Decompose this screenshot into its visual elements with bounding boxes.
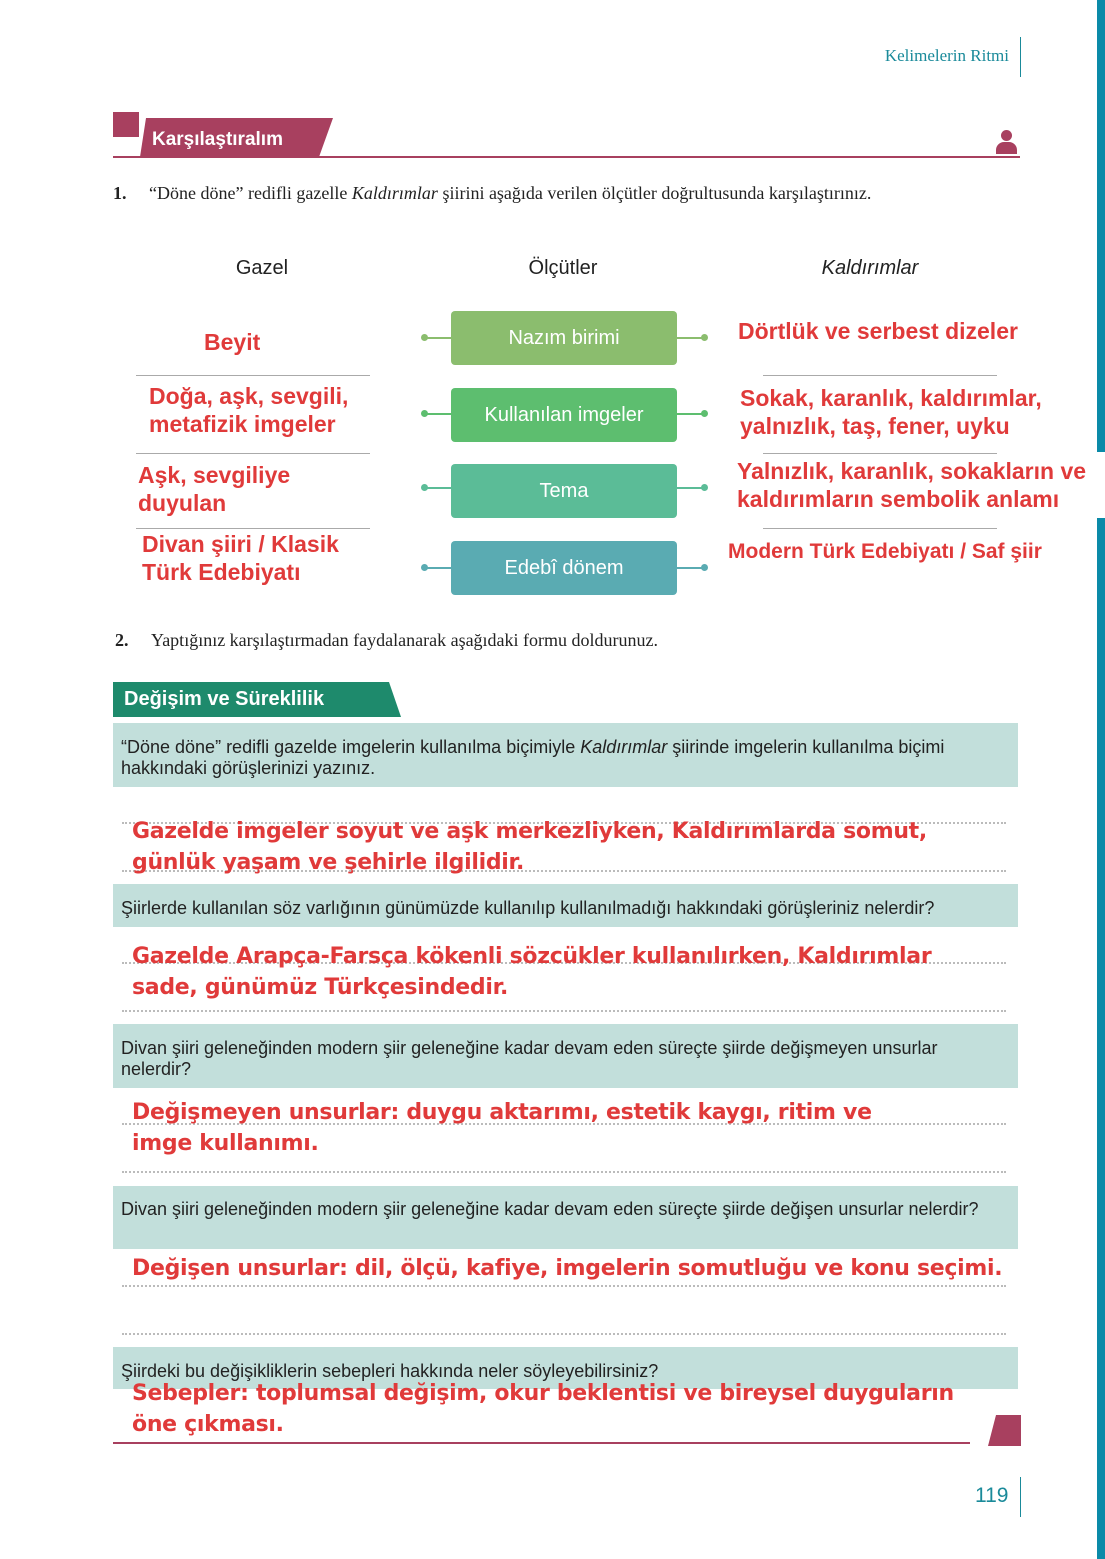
form-answer: Değişen unsurlar: dil, ölçü, kafiye, imgelerin somutluğu ve konu seçimi. <box>132 1256 1003 1281</box>
column-header-gazel: Gazel <box>235 257 289 279</box>
question-text: şiirini aşağıda verilen ölçütler doğrultusunda karşılaştırınız. <box>437 183 872 203</box>
section-rule <box>113 1442 970 1444</box>
connector-dot <box>701 334 708 341</box>
connector-dot <box>421 484 428 491</box>
gazel-answer: Divan şiiri / Klasik Türk Edebiyatı <box>142 531 339 585</box>
question-text: “Döne döne” redifli gazelde imgelerin kullanılma biçimiyle <box>121 737 581 757</box>
form-answer: Gazelde Arapça-Farsça kökenli sözcükler kullanılırken, Kaldırımlar sade, günümüz Türkçesindedir. <box>132 944 932 1000</box>
connector-line <box>677 487 704 489</box>
banner-square <box>113 112 139 137</box>
connector-line <box>677 413 704 415</box>
question-1 <box>113 183 871 204</box>
question-number: 2. <box>115 630 129 650</box>
connector-line <box>425 413 451 415</box>
connector-line <box>425 337 451 339</box>
header-divider <box>1020 37 1021 77</box>
connector-dot <box>421 564 428 571</box>
connector-dot <box>701 564 708 571</box>
divider <box>763 453 997 454</box>
page-number: 119 <box>975 1484 1009 1507</box>
question-text: “Döne döne” redifli gazelle <box>149 183 352 203</box>
form-question: Şiirlerde kullanılan söz varlığının günümüzde kullanılıp kullanılmadığı hakkındaki görüşleriniz nelerdir? <box>113 884 1018 927</box>
divider <box>136 453 370 454</box>
side-bar <box>1097 518 1105 1559</box>
form-answer: Sebepler: toplumsal değişim, okur beklentisi ve bireysel duyguların öne çıkması. <box>132 1381 954 1437</box>
gazel-answer: Aşk, sevgiliye duyulan <box>138 462 291 516</box>
section-title: Değişim ve Süreklilik <box>124 688 325 710</box>
question-2 <box>115 630 658 651</box>
question-number: 1. <box>113 183 127 203</box>
question-text: Yaptığınız karşılaştırmadan faydalanarak aşağıdaki formu doldurunuz. <box>151 630 659 650</box>
criterion-box: Nazım birimi <box>451 311 677 365</box>
connector-dot <box>701 484 708 491</box>
criterion-box: Kullanılan imgeler <box>451 388 677 442</box>
column-header-criteria: Ölçütler <box>528 257 598 279</box>
gazel-answer: Doğa, aşk, sevgili, metafizik imgeler <box>149 383 349 437</box>
gazel-answer: Beyit <box>204 329 261 355</box>
answer-line <box>122 1010 1006 1012</box>
divider <box>763 375 997 376</box>
section-title: Karşılaştıralım <box>152 129 283 150</box>
form-answer: Gazelde imgeler soyut ve aşk merkezliyken, Kaldırımlarda somut, günlük yaşam ve şehirle ilgilidir. <box>132 819 927 875</box>
criterion-box: Edebî dönem <box>451 541 677 595</box>
poem-title: Kaldırımlar <box>580 737 668 757</box>
person-icon <box>996 130 1017 154</box>
corner-decoration <box>988 1415 1021 1446</box>
form-question: Divan şiiri geleneğinden modern şiir geleneğine kadar devam eden süreçte şiirde değişmeyen unsurlar nelerdir? <box>113 1024 1018 1088</box>
criterion-box: Tema <box>451 464 677 518</box>
form-question <box>113 723 1018 787</box>
connector-dot <box>701 410 708 417</box>
connector-line <box>425 567 451 569</box>
answer-line <box>122 1171 1006 1173</box>
section-rule <box>113 156 1020 158</box>
form-answer: Değişmeyen unsurlar: duygu aktarımı, estetik kaygı, ritim ve imge kullanımı. <box>132 1100 872 1156</box>
running-header: Kelimelerin Ritmi <box>884 46 1009 65</box>
connector-dot <box>421 410 428 417</box>
poem-title: Kaldırımlar <box>351 183 438 203</box>
connector-line <box>425 487 451 489</box>
form-question: Şiirdeki bu değişikliklerin sebepleri hakkında neler söyleyebilirsiniz? <box>113 1347 1018 1389</box>
divider <box>136 528 370 529</box>
divider <box>136 375 370 376</box>
kaldirimlar-answer: Dörtlük ve serbest dizeler <box>738 318 1018 344</box>
form-question: Divan şiiri geleneğinden modern şiir geleneğine kadar devam eden süreçte şiirde değişen unsurlar nelerdir? <box>113 1186 1018 1249</box>
column-header-kaldirimlar: Kaldırımlar <box>821 257 919 279</box>
answer-line <box>122 1285 1006 1287</box>
connector-line <box>677 567 704 569</box>
divider <box>763 528 997 529</box>
kaldirimlar-answer: Sokak, karanlık, kaldırımlar, yalnızlık, taş, fener, uyku <box>740 385 1042 439</box>
question-text: şiirinde imgelerin kullanılma biçimi hakkındaki görüşlerinizi yazınız. <box>121 737 945 778</box>
side-bar <box>1097 0 1105 452</box>
footer-divider <box>1020 1477 1021 1517</box>
answer-line <box>122 1333 1006 1335</box>
kaldirimlar-answer: Modern Türk Edebiyatı / Saf şiir <box>728 540 1042 563</box>
connector-dot <box>421 334 428 341</box>
connector-line <box>677 337 704 339</box>
kaldirimlar-answer: Yalnızlık, karanlık, sokakların ve kaldırımların sembolik anlamı <box>737 458 1087 512</box>
